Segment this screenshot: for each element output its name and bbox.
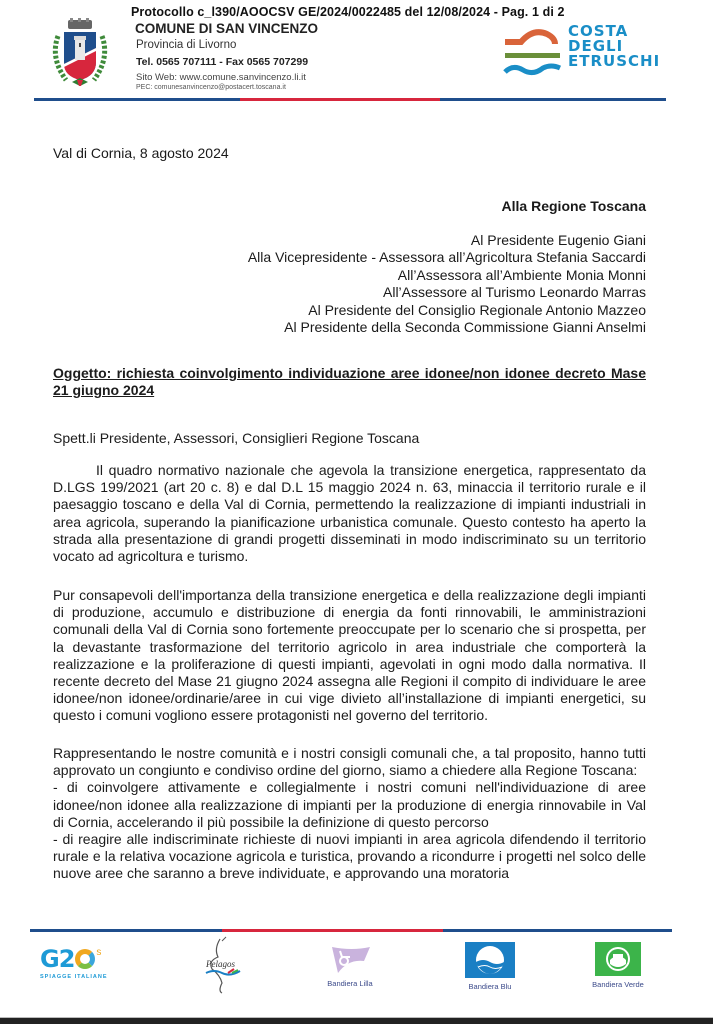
viewer-bottom-bar bbox=[0, 1017, 713, 1024]
recipient: Al Presidente del Consiglio Regionale Antonio Mazzeo bbox=[308, 301, 646, 318]
costa-degli-etruschi-wordmark bbox=[568, 24, 660, 69]
g20-spiagge-logo-icon: G2 $^s$ SPIAGGE ITALIANE bbox=[40, 945, 130, 985]
protocol-number: Protocollo c_l390/AOOCSV GE/2024/0022485 del 12/08/2024 - Pag. 1 di 2 bbox=[131, 5, 565, 19]
addressee-main: Alla Regione Toscana bbox=[501, 198, 646, 214]
phone-fax: Tel. 0565 707111 - Fax 0565 707299 bbox=[136, 56, 309, 68]
website-link[interactable]: Sito Web: www.comune.sanvincenzo.li.it bbox=[136, 72, 306, 83]
bandiera-lilla-label: Bandiera Lilla bbox=[327, 979, 373, 988]
bandiera-lilla-flag-icon bbox=[328, 945, 372, 975]
wordmark-line-3: ETRUSCHI bbox=[568, 52, 661, 70]
pec-email[interactable]: PEC: comunesanvincenzo@postacert.toscana.it bbox=[136, 84, 286, 91]
recipient: Al Presidente della Seconda Commissione Gianni Anselmi bbox=[284, 319, 646, 336]
wordmark-line-2: DEGLI bbox=[568, 37, 624, 55]
paragraph-2: Pur consapevoli dell'importanza della transizione energetica e della realizzazione degli impianti di produzione, accumulo e distribuzione di energia da fonti rinnovabili, le amministrazioni comunali della Val di Cornia sono fortemente preoccupate per lo scenario che si prospetta, per la devastante trasformazione del territorio agricolo in area industriale che comporterà la realizzazione e la proliferazione di questi impianti, agevolati in ogni modo dalla normativa. Il recente decreto del Mase 21 giugno 2024 assegna alle Regioni il compito di individuare le aree idonee/non idonee/ordinarie/aree in cui vige divieto all’installazione di impianti energetici, su questo i comuni vogliono essere protagonisti nel governo del territorio. bbox=[53, 587, 646, 724]
wordmark-line-1: COSTA bbox=[568, 22, 629, 40]
header-divider bbox=[34, 98, 666, 101]
bandiera-lilla-logo bbox=[320, 945, 380, 988]
bandiera-blu-label: Bandiera Blu bbox=[468, 982, 512, 991]
paragraph-1 bbox=[53, 462, 646, 565]
pelagos-logo-icon bbox=[200, 935, 245, 995]
request-item: - di reagire alle indiscriminate richieste di nuovi impianti in area agricola difendendo il territorio rurale e la relativa vocazione agricola e turistica, provando a ricondurre i progetti nel solco delle nuove aree che saranno a breve individuate, e approvando una moratoria bbox=[53, 831, 646, 882]
recipient: Al Presidente Eugenio Giani bbox=[470, 232, 646, 248]
place-date: Val di Cornia, 8 agosto 2024 bbox=[53, 145, 229, 161]
recipients-list bbox=[248, 232, 646, 336]
paragraph-1-text: Il quadro normativo nazionale che agevola la transizione energetica, rappresentato da D.LGS 199/2021 (art 20 c. 8) e dal D.L 15 maggio 2024 n. 63, minaccia il territorio rurale e il paesaggio toscano e della Val di Cornia, permettendo la realizzazione di impianti industriali in area agricola, superando la pianificazione urbanistica comunale. Questo contesto ha aperto la strada alla presentazione di grandi progetti disseminati in modo indiscriminato su un territorio vocato ad agricoltura e turismo. bbox=[53, 462, 646, 565]
bandiera-verde-label: Bandiera Verde bbox=[592, 980, 644, 989]
footer-divider bbox=[30, 929, 672, 932]
municipality-name: COMUNE DI SAN VINCENZO bbox=[135, 21, 319, 36]
recipient: All’Assessore al Turismo Leonardo Marras bbox=[383, 284, 646, 301]
subject-line: Oggetto: richiesta coinvolgimento individuazione aree idonee/non idonee decreto Mase 21 giugno 2024 bbox=[53, 365, 646, 399]
svg-text:Pelagos: Pelagos bbox=[206, 959, 235, 969]
bandiera-blu-logo bbox=[455, 942, 525, 991]
recipient: Alla Vicepresidente - Assessora all’Agricoltura Stefania Saccardi bbox=[247, 249, 646, 266]
greeting: Spett.li Presidente, Assessori, Consiglieri Regione Toscana bbox=[53, 430, 420, 446]
municipal-crest-icon bbox=[48, 18, 112, 88]
bandiera-verde-flag-icon bbox=[595, 942, 641, 976]
bandiera-blu-flag-icon bbox=[465, 942, 515, 978]
province-name: Provincia di Livorno bbox=[136, 39, 237, 51]
recipient: All’Assessora all’Ambiente Monia Monni bbox=[397, 266, 646, 283]
bandiera-verde-logo bbox=[588, 942, 648, 989]
paragraph-3-intro: Rappresentando le nostre comunità e i nostri consigli comunali che, a tal proposito, hanno tutti approvato un congiunto e condiviso ordine del giorno, siamo a chiedere alla Regione Toscana: bbox=[53, 745, 646, 779]
paragraph-3 bbox=[53, 745, 646, 883]
g20-subtitle: SPIAGGE ITALIANE bbox=[40, 974, 108, 980]
request-item: - di coinvolgere attivamente e collegialmente i nostri comuni nell'individuazione di aree idonee/non idonee alla realizzazione di impianti per la produzione di energia rinnovabile in Val di Cornia, accelerando il più possibile la definizione di questo percorso bbox=[53, 779, 646, 830]
